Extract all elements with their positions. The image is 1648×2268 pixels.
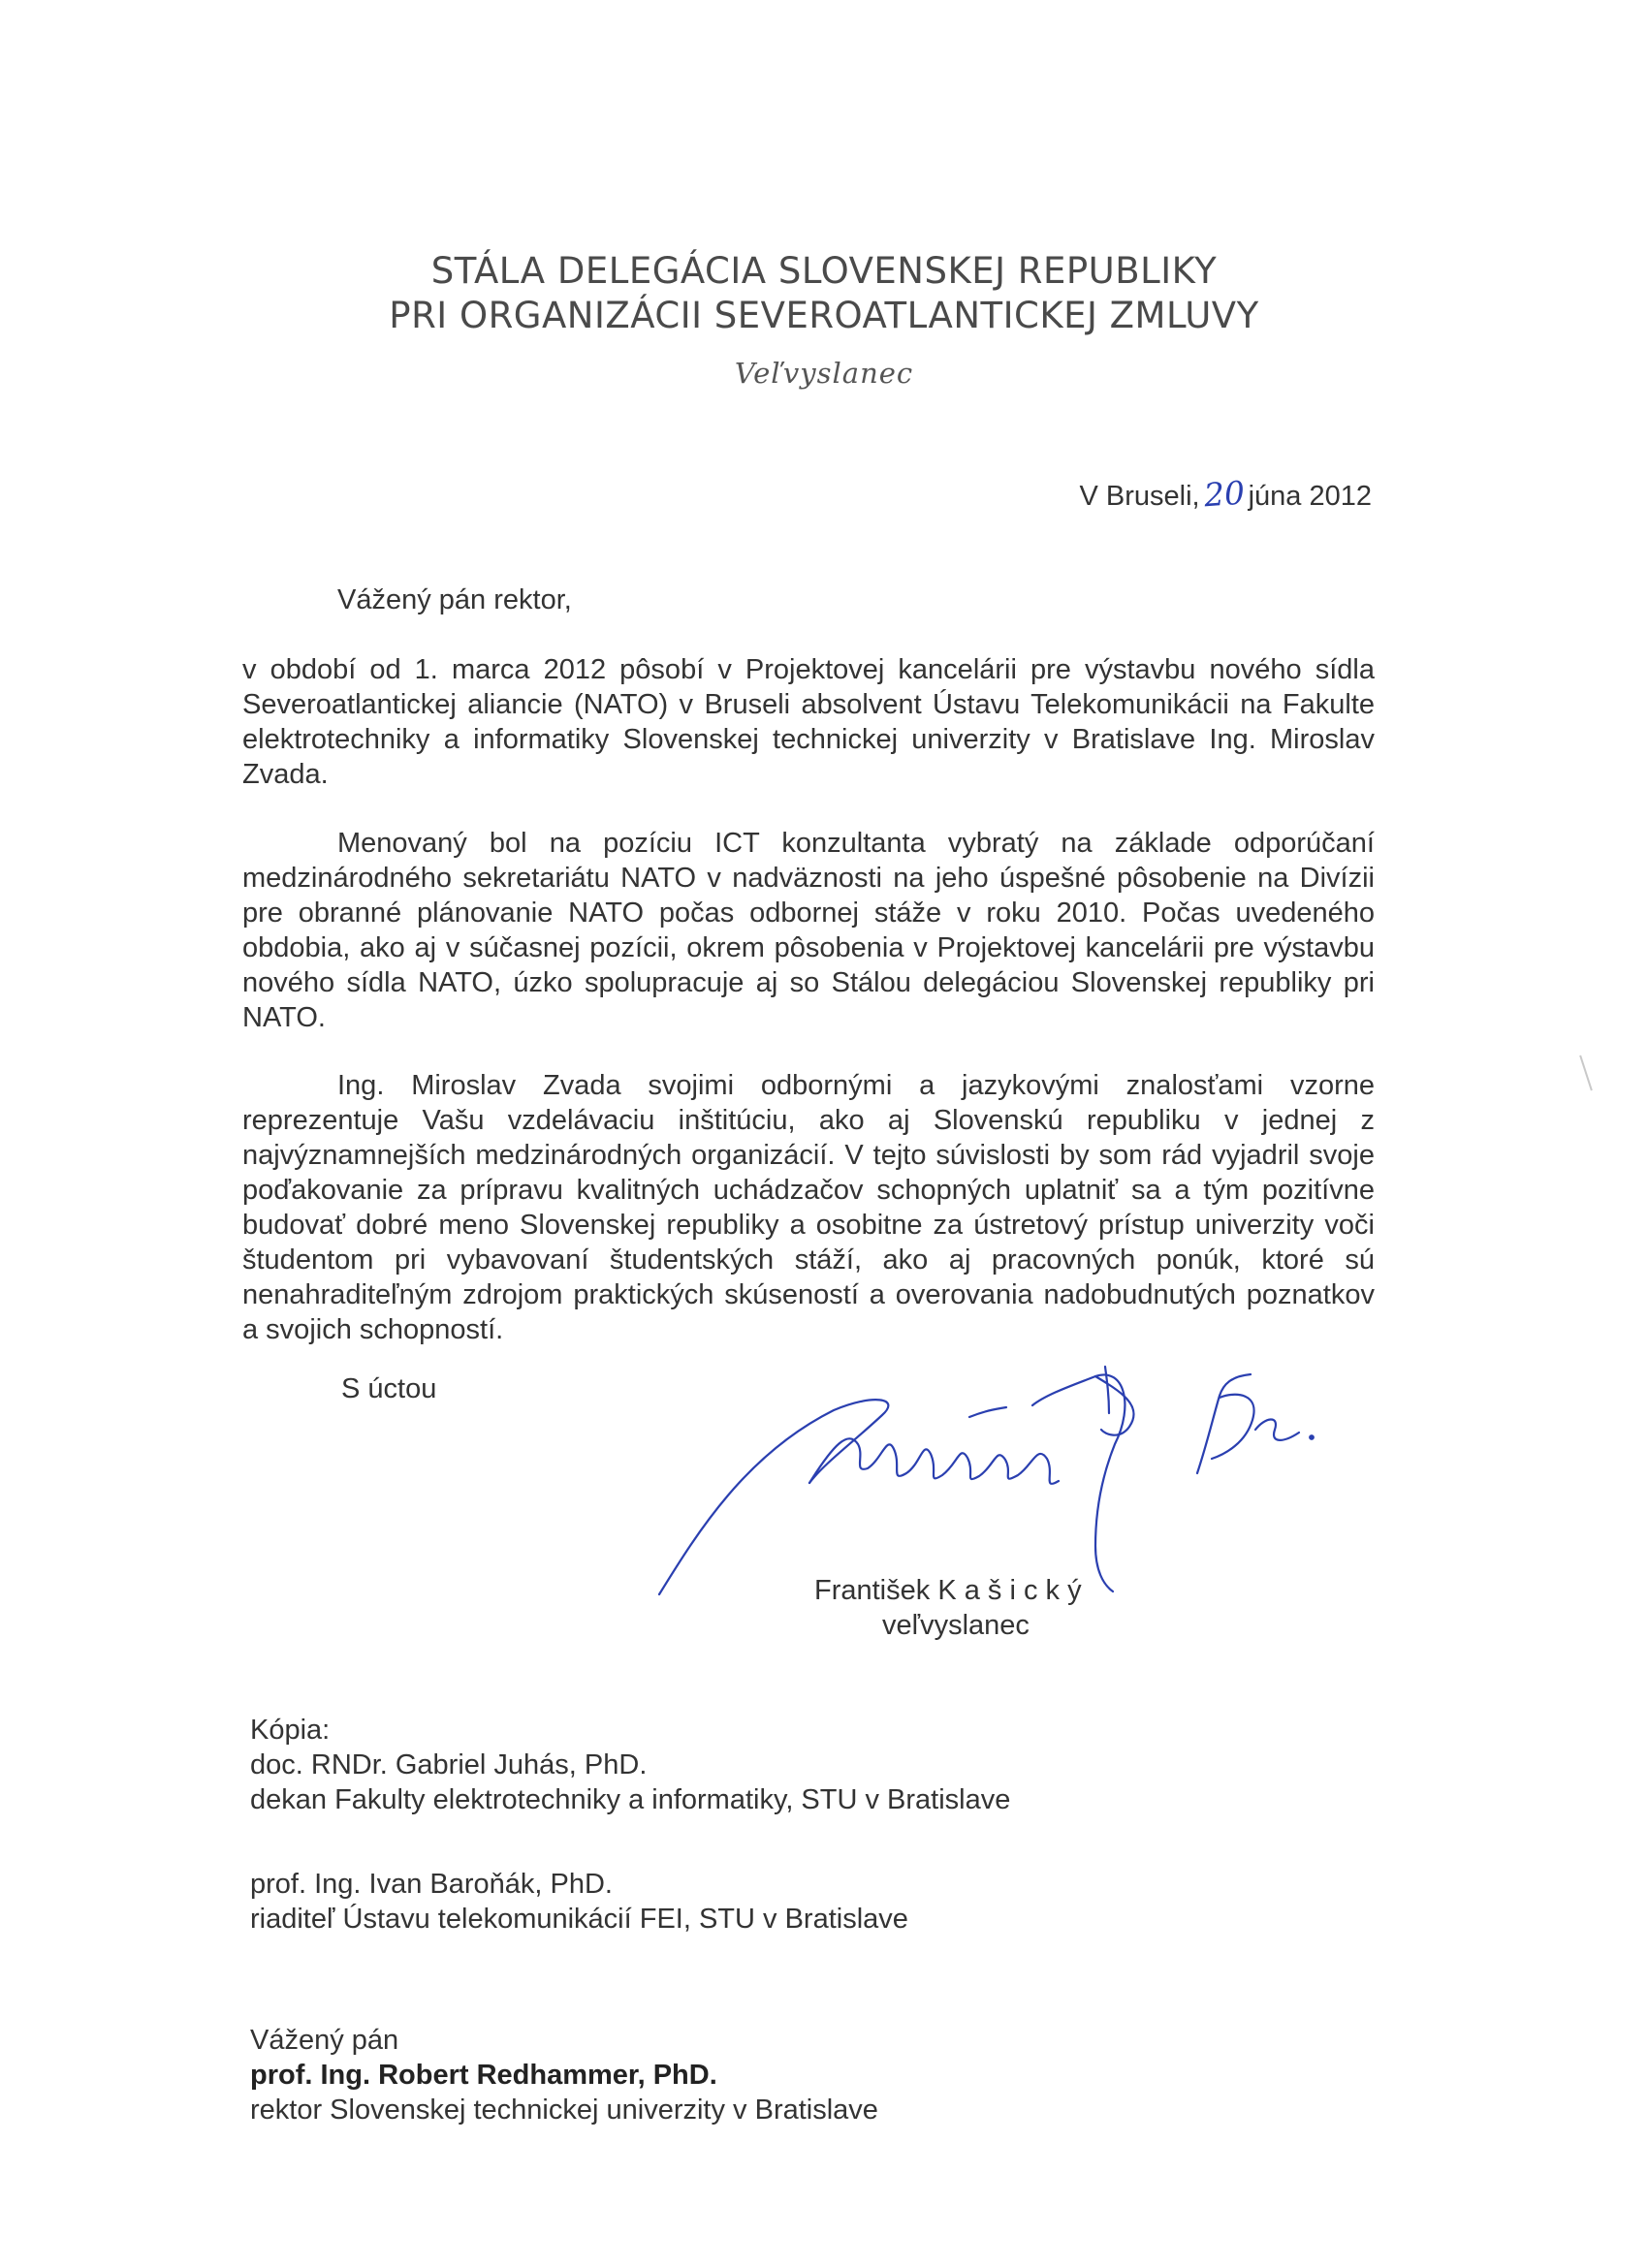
date-suffix: júna 2012 (1248, 481, 1372, 512)
date-line (1079, 475, 1372, 513)
signer-name: František K a š i c k ý (814, 1575, 1082, 1606)
addressee-greeting: Vážený pán (250, 2025, 399, 2056)
closing: S úctou (341, 1373, 437, 1404)
body-paragraph-1: v období od 1. marca 2012 pôsobí v Projektovej kancelárii pre výstavbu nového sídla Severoatlantickej aliancie (NATO) v Bruseli absolvent Ústavu Telekomunikácii na Fakulte elektrotechniky a informatiky Slovenskej technickej univerzity v Bratislave Ing. Miroslav Zvada. (242, 654, 1375, 790)
copy-recipient-1-name: doc. RNDr. Gabriel Juhás, PhD. (250, 1749, 648, 1780)
margin-pen-mark (1579, 1055, 1593, 1091)
letterhead-line-2: PRI ORGANIZÁCII SEVEROATLANTICKEJ ZMLUVY (389, 295, 1259, 336)
addressee-block (250, 2023, 878, 2127)
letterhead-line-1: STÁLA DELEGÁCIA SLOVENSKEJ REPUBLIKY (430, 250, 1218, 292)
salutation: Vážený pán rektor, (337, 584, 572, 615)
copy-recipient-2-name: prof. Ing. Ivan Baroňák, PhD. (250, 1869, 613, 1900)
body-paragraph-2: Menovaný bol na pozíciu ICT konzultanta vybratý na základe odporúčaní medzinárodného sekretariátu NATO v nadväznosti na jeho úspešné pôsobenie na Divízii pre obranné plánovanie NATO počas odbornej stáže v roku 2010. Počas uvedeného obdobia, ako aj v súčasnej pozícii, okrem pôsobenia v Projektovej kancelárii pre výstavbu nového sídla NATO, úzko spolupracuje aj so Stálou delegáciou Slovenskej republiky pri NATO. (242, 828, 1375, 1033)
copy-recipient-2-position: riaditeľ Ústavu telekomunikácií FEI, STU v Bratislave (250, 1904, 908, 1935)
letterhead-title: Veľvyslanec (734, 357, 914, 390)
copy-recipient-1-position: dekan Fakulty elektrotechniky a informatiky, STU v Bratislave (250, 1784, 1011, 1815)
copies-label: Kópia: (250, 1715, 331, 1746)
signer-title: veľvyslanec (882, 1610, 1030, 1641)
addressee-name: prof. Ing. Robert Redhammer, PhD. (250, 2060, 717, 2091)
signer-block (814, 1573, 1163, 1643)
copies-spacer (250, 1817, 1010, 1867)
body-paragraph-3: Ing. Miroslav Zvada svojimi odbornými a jazykovými znalosťami vzorne reprezentuje Vašu vzdelávaciu inštitúciu, ako aj Slovenskú republiku v jednej z najvýznamnejších medzinárodných organizácií. V tejto súvislosti by som rád vyjadril svoje poďakovanie za prípravu kvalitných uchádzačov schopných uplatniť sa a tým pozitívne budovať dobré meno Slovenskej republiky a osobitne za ústretový prístup univerzity voči študentom pri vybavovaní študentských stáží, ako aj pracovných ponúk, ktoré sú nenahraditeľným zdrojom praktických skúseností a overovania nadobudnutých poznatkov a svojich schopností. (242, 1070, 1375, 1345)
date-prefix: V Bruseli, (1079, 481, 1200, 512)
copies-block (250, 1713, 1010, 1937)
date-day-handwritten: 20 (1202, 473, 1246, 515)
addressee-position: rektor Slovenskej technickej univerzity v Bratislave (250, 2095, 878, 2126)
